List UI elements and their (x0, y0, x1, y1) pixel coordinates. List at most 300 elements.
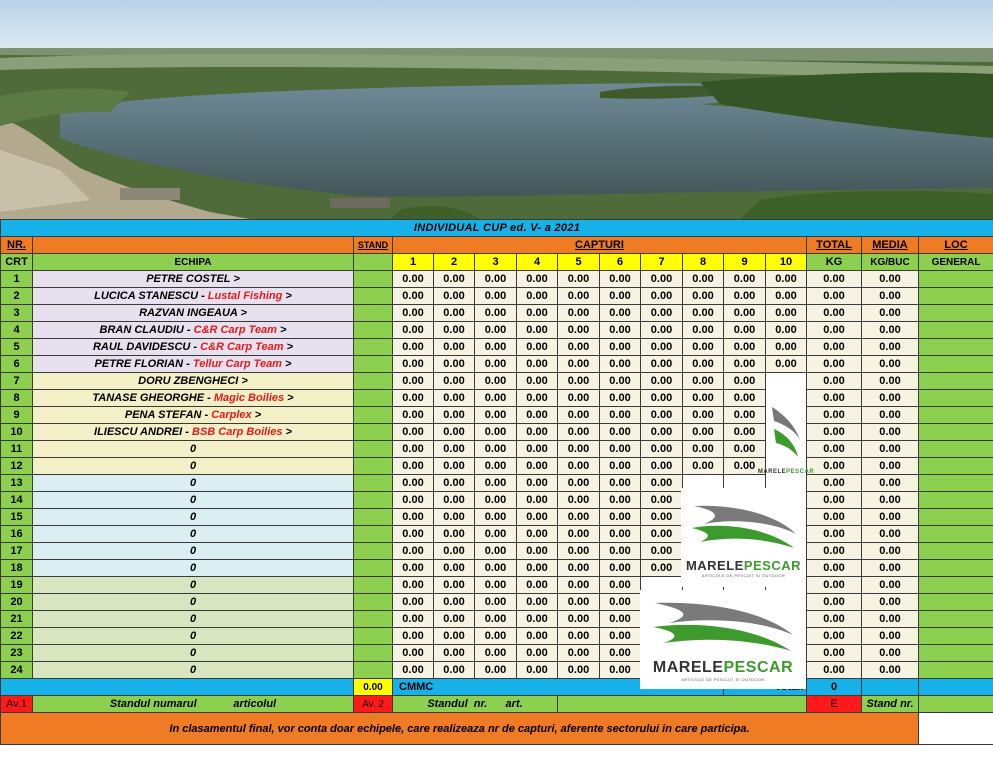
catch-cell[interactable]: 0.00 (475, 662, 517, 679)
loc-cell[interactable] (919, 509, 993, 526)
stand-nr-label: Stand nr. (862, 696, 919, 713)
catch-cell[interactable]: 0.00 (393, 288, 434, 305)
catch-cell[interactable]: 0.00 (683, 390, 724, 407)
catch-cell[interactable]: 0.00 (558, 339, 600, 356)
catch-cell[interactable]: 0.00 (517, 611, 558, 628)
catch-cell[interactable]: 0.00 (434, 271, 475, 288)
stand-cell[interactable] (354, 458, 393, 475)
catch-cell[interactable]: 0.00 (641, 526, 683, 543)
catch-cell[interactable]: 0.00 (475, 424, 517, 441)
participant-label: 0 (189, 647, 197, 659)
catch-cell[interactable]: 0.00 (475, 407, 517, 424)
stand-cell[interactable] (354, 407, 393, 424)
catch-cell[interactable]: 0.00 (683, 322, 724, 339)
catch-cell[interactable]: 0.00 (517, 509, 558, 526)
catch-cell[interactable]: 0.00 (558, 322, 600, 339)
participant-name (33, 458, 354, 475)
catch-cell[interactable]: 0.00 (600, 594, 641, 611)
catch-cell[interactable]: 0.00 (600, 458, 641, 475)
catch-cell[interactable]: 0.00 (393, 645, 434, 662)
summary-media-blank (862, 679, 919, 696)
loc-cell[interactable] (919, 322, 993, 339)
logo-brand-b: PESCAR (723, 659, 794, 676)
catch-cell[interactable]: 0.00 (600, 441, 641, 458)
loc-cell[interactable] (919, 560, 993, 577)
catch-cell[interactable]: 0.00 (475, 373, 517, 390)
catch-cell[interactable]: 0.00 (558, 492, 600, 509)
catch-cell[interactable]: 0.00 (641, 305, 683, 322)
header-catch-2: 2 (434, 254, 475, 271)
catch-cell[interactable]: 0.00 (558, 305, 600, 322)
catch-cell[interactable]: 0.00 (600, 390, 641, 407)
row-number: 13 (1, 475, 33, 492)
catch-cell[interactable]: 0.00 (475, 645, 517, 662)
catch-cell[interactable]: 0.00 (517, 628, 558, 645)
catch-cell[interactable]: 0.00 (434, 526, 475, 543)
catch-cell[interactable]: 0.00 (683, 356, 724, 373)
catch-cell[interactable]: 0.00 (558, 645, 600, 662)
catch-cell[interactable]: 0.00 (434, 373, 475, 390)
catch-cell[interactable]: 0.00 (393, 407, 434, 424)
catch-cell[interactable]: 0.00 (393, 373, 434, 390)
catch-cell[interactable]: 0.00 (766, 305, 807, 322)
catch-cell[interactable]: 0.00 (434, 628, 475, 645)
loc-cell[interactable] (919, 594, 993, 611)
catch-cell[interactable]: 0.00 (641, 373, 683, 390)
loc-cell[interactable] (919, 271, 993, 288)
catch-cell[interactable]: 0.00 (517, 373, 558, 390)
team-label: Lustal Fishing (207, 290, 283, 302)
loc-cell[interactable] (919, 390, 993, 407)
catch-cell[interactable]: 0.00 (434, 305, 475, 322)
catch-cell[interactable]: 0.00 (683, 407, 724, 424)
catch-cell[interactable]: 0.00 (600, 560, 641, 577)
participant-label: 0 (189, 460, 197, 472)
stand-cell[interactable] (354, 356, 393, 373)
catch-cell[interactable]: 0.00 (517, 271, 558, 288)
catch-cell[interactable]: 0.00 (434, 594, 475, 611)
catch-cell[interactable]: 0.00 (475, 628, 517, 645)
catch-cell[interactable]: 0.00 (558, 356, 600, 373)
catch-cell[interactable]: 0.00 (517, 339, 558, 356)
catch-cell[interactable]: 0.00 (393, 475, 434, 492)
catch-cell[interactable]: 0.00 (434, 441, 475, 458)
catch-cell[interactable]: 0.00 (600, 492, 641, 509)
catch-cell[interactable]: 0.00 (600, 339, 641, 356)
catch-cell[interactable]: 0.00 (393, 628, 434, 645)
catch-cell[interactable]: 0.00 (558, 594, 600, 611)
catch-cell[interactable]: 0.00 (393, 390, 434, 407)
catch-cell[interactable]: 0.00 (600, 288, 641, 305)
catch-cell[interactable]: 0.00 (393, 594, 434, 611)
row-number: 7 (1, 373, 33, 390)
media-cell: 0.00 (862, 475, 919, 492)
catch-cell[interactable]: 0.00 (558, 441, 600, 458)
total-kg-cell: 0.00 (807, 441, 862, 458)
catch-cell[interactable]: 0.00 (558, 611, 600, 628)
stand-cell[interactable] (354, 577, 393, 594)
catch-cell[interactable]: 0.00 (475, 577, 517, 594)
media-cell: 0.00 (862, 407, 919, 424)
participant-name (33, 645, 354, 662)
catch-cell[interactable]: 0.00 (434, 288, 475, 305)
loc-cell[interactable] (919, 628, 993, 645)
stand-cell[interactable] (354, 492, 393, 509)
catch-cell[interactable]: 0.00 (434, 662, 475, 679)
catch-cell[interactable]: 0.00 (475, 322, 517, 339)
catch-cell[interactable]: 0.00 (683, 305, 724, 322)
legend-loc-blank (919, 696, 993, 713)
catch-cell[interactable]: 0.00 (766, 322, 807, 339)
catch-cell[interactable]: 0.00 (641, 475, 683, 492)
catch-cell[interactable]: 0.00 (434, 577, 475, 594)
catch-cell[interactable]: 0.00 (641, 322, 683, 339)
catch-cell[interactable]: 0.00 (641, 543, 683, 560)
catch-cell[interactable]: 0.00 (393, 424, 434, 441)
lake-banner-image (0, 0, 993, 219)
loc-cell[interactable] (919, 645, 993, 662)
row-number: 22 (1, 628, 33, 645)
loc-cell[interactable] (919, 424, 993, 441)
catch-cell[interactable]: 0.00 (683, 271, 724, 288)
catch-cell[interactable]: 0.00 (724, 356, 766, 373)
catch-cell[interactable]: 0.00 (393, 611, 434, 628)
catch-cell[interactable]: 0.00 (393, 458, 434, 475)
loc-cell[interactable] (919, 288, 993, 305)
catch-cell[interactable]: 0.00 (558, 407, 600, 424)
catch-cell[interactable]: 0.00 (683, 424, 724, 441)
catch-cell[interactable]: 0.00 (475, 458, 517, 475)
catch-cell[interactable]: 0.00 (517, 288, 558, 305)
total-kg-cell: 0.00 (807, 288, 862, 305)
catch-cell[interactable]: 0.00 (600, 407, 641, 424)
media-cell: 0.00 (862, 390, 919, 407)
catch-cell[interactable]: 0.00 (683, 441, 724, 458)
total-kg-cell: 0.00 (807, 356, 862, 373)
loc-cell[interactable] (919, 577, 993, 594)
catch-cell[interactable]: 0.00 (517, 407, 558, 424)
participant-label: 0 (189, 579, 197, 591)
catch-cell[interactable]: 0.00 (434, 424, 475, 441)
catch-cell[interactable]: 0.00 (683, 458, 724, 475)
table-row (1, 288, 993, 305)
catch-cell[interactable]: 0.00 (600, 305, 641, 322)
media-cell: 0.00 (862, 526, 919, 543)
catch-cell[interactable]: 0.00 (600, 577, 641, 594)
catch-cell[interactable]: 0.00 (475, 356, 517, 373)
catch-cell[interactable]: 0.00 (641, 390, 683, 407)
catch-cell[interactable]: 0.00 (724, 373, 766, 390)
catch-cell[interactable]: 0.00 (641, 492, 683, 509)
catch-cell[interactable]: 0.00 (558, 628, 600, 645)
catch-cell[interactable]: 0.00 (724, 407, 766, 424)
catch-cell[interactable]: 0.00 (558, 458, 600, 475)
loc-cell[interactable] (919, 458, 993, 475)
catch-cell[interactable]: 0.00 (517, 543, 558, 560)
total-kg-cell: 0.00 (807, 390, 862, 407)
loc-cell[interactable] (919, 662, 993, 679)
total-kg-cell: 0.00 (807, 577, 862, 594)
catch-cell[interactable]: 0.00 (517, 322, 558, 339)
catch-cell[interactable]: 0.00 (393, 577, 434, 594)
table-row (1, 543, 993, 560)
stand-cell[interactable] (354, 305, 393, 322)
catch-cell[interactable]: 0.00 (600, 509, 641, 526)
catch-cell[interactable]: 0.00 (475, 560, 517, 577)
loc-cell[interactable] (919, 475, 993, 492)
catch-cell[interactable]: 0.00 (393, 662, 434, 679)
participant-name (33, 628, 354, 645)
catch-cell[interactable]: 0.00 (475, 509, 517, 526)
catch-cell[interactable]: 0.00 (724, 271, 766, 288)
header-echipa: ECHIPA (33, 254, 354, 271)
header-catch-6: 6 (600, 254, 641, 271)
catch-cell[interactable]: 0.00 (475, 475, 517, 492)
catch-cell[interactable]: 0.00 (724, 424, 766, 441)
catch-cell[interactable]: 0.00 (641, 356, 683, 373)
catch-cell[interactable]: 0.00 (475, 271, 517, 288)
stand-cell[interactable] (354, 475, 393, 492)
catch-cell[interactable]: 0.00 (558, 373, 600, 390)
row-arrow: > (254, 409, 262, 421)
fish-logo-icon (684, 498, 804, 558)
catch-cell[interactable]: 0.00 (558, 526, 600, 543)
catch-cell[interactable]: 0.00 (558, 475, 600, 492)
catch-cell[interactable]: 0.00 (558, 560, 600, 577)
loc-cell[interactable] (919, 356, 993, 373)
catch-cell[interactable]: 0.00 (766, 356, 807, 373)
total-kg-cell: 0.00 (807, 271, 862, 288)
catch-cell[interactable]: 0.00 (558, 288, 600, 305)
catch-cell[interactable]: 0.00 (475, 492, 517, 509)
catch-cell[interactable]: 0.00 (517, 390, 558, 407)
catch-cell[interactable]: 0.00 (600, 475, 641, 492)
catch-cell[interactable]: 0.00 (600, 662, 641, 679)
stand-cell[interactable] (354, 339, 393, 356)
catch-cell[interactable]: 0.00 (724, 390, 766, 407)
catch-cell[interactable]: 0.00 (517, 441, 558, 458)
catch-cell[interactable]: 0.00 (641, 407, 683, 424)
catch-cell[interactable]: 0.00 (434, 475, 475, 492)
catch-cell[interactable]: 0.00 (558, 577, 600, 594)
header-media: MEDIA (862, 237, 919, 254)
stand-cell[interactable] (354, 560, 393, 577)
team-label: BSB Carp Boilies (192, 426, 283, 438)
catch-cell[interactable]: 0.00 (517, 594, 558, 611)
catch-cell[interactable]: 0.00 (641, 339, 683, 356)
catch-cell[interactable]: 0.00 (393, 509, 434, 526)
catch-cell[interactable]: 0.00 (641, 509, 683, 526)
catch-cell[interactable]: 0.00 (766, 288, 807, 305)
catch-cell[interactable]: 0.00 (393, 271, 434, 288)
row-number: 20 (1, 594, 33, 611)
total-kg-cell: 0.00 (807, 339, 862, 356)
catch-cell[interactable]: 0.00 (724, 339, 766, 356)
catch-cell[interactable]: 0.00 (434, 390, 475, 407)
catch-cell[interactable]: 0.00 (517, 662, 558, 679)
participant-label: LUCICA STANESCU - (94, 290, 205, 302)
catch-cell[interactable]: 0.00 (475, 441, 517, 458)
catch-cell[interactable]: 0.00 (434, 322, 475, 339)
catch-cell[interactable]: 0.00 (600, 543, 641, 560)
catch-cell[interactable]: 0.00 (641, 424, 683, 441)
catch-cell[interactable]: 0.00 (393, 543, 434, 560)
catch-cell[interactable]: 0.00 (434, 458, 475, 475)
stand-cell[interactable] (354, 526, 393, 543)
catch-cell[interactable]: 0.00 (434, 611, 475, 628)
participant-name (33, 424, 354, 441)
catch-cell[interactable]: 0.00 (475, 526, 517, 543)
participant-label: 0 (189, 630, 197, 642)
catch-cell[interactable]: 0.00 (724, 322, 766, 339)
catch-cell[interactable]: 0.00 (517, 645, 558, 662)
row-number: 9 (1, 407, 33, 424)
catch-cell[interactable]: 0.00 (600, 271, 641, 288)
catch-cell[interactable]: 0.00 (558, 662, 600, 679)
catch-cell[interactable]: 0.00 (558, 390, 600, 407)
catch-cell[interactable]: 0.00 (475, 390, 517, 407)
catch-cell[interactable]: 0.00 (517, 458, 558, 475)
catch-cell[interactable]: 0.00 (475, 543, 517, 560)
summary-loc-blank (919, 679, 993, 696)
catch-cell[interactable]: 0.00 (517, 475, 558, 492)
participant-label: TANASE GHEORGHE - (92, 392, 211, 404)
catch-cell[interactable]: 0.00 (600, 424, 641, 441)
catch-cell[interactable]: 0.00 (475, 594, 517, 611)
loc-cell[interactable] (919, 305, 993, 322)
table-row (1, 407, 993, 424)
catch-cell[interactable]: 0.00 (558, 543, 600, 560)
participant-name (33, 339, 354, 356)
catch-cell[interactable]: 0.00 (393, 560, 434, 577)
catch-cell[interactable]: 0.00 (600, 373, 641, 390)
catch-cell[interactable]: 0.00 (475, 288, 517, 305)
catch-cell[interactable]: 0.00 (517, 577, 558, 594)
catch-cell[interactable]: 0.00 (600, 611, 641, 628)
catch-cell[interactable]: 0.00 (724, 305, 766, 322)
stand-cell[interactable] (354, 390, 393, 407)
stand-cell[interactable] (354, 611, 393, 628)
catch-cell[interactable]: 0.00 (393, 492, 434, 509)
av1-text: Standul numarul articolul (33, 696, 354, 713)
catch-cell[interactable]: 0.00 (475, 305, 517, 322)
loc-cell[interactable] (919, 339, 993, 356)
catch-cell[interactable]: 0.00 (558, 509, 600, 526)
media-cell: 0.00 (862, 492, 919, 509)
stand-cell[interactable] (354, 322, 393, 339)
catch-cell[interactable]: 0.00 (683, 288, 724, 305)
loc-cell[interactable] (919, 543, 993, 560)
catch-cell[interactable]: 0.00 (558, 424, 600, 441)
participant-label: PENA STEFAN - (124, 409, 209, 421)
total-kg-cell: 0.00 (807, 560, 862, 577)
catch-cell[interactable]: 0.00 (517, 356, 558, 373)
catch-cell[interactable]: 0.00 (517, 305, 558, 322)
loc-cell[interactable] (919, 441, 993, 458)
loc-cell[interactable] (919, 407, 993, 424)
row-number: 17 (1, 543, 33, 560)
catch-cell[interactable]: 0.00 (641, 560, 683, 577)
catch-cell[interactable]: 0.00 (558, 271, 600, 288)
catch-cell[interactable]: 0.00 (517, 526, 558, 543)
catch-cell[interactable]: 0.00 (641, 271, 683, 288)
catch-cell[interactable]: 0.00 (393, 305, 434, 322)
participant-label: 0 (189, 528, 197, 540)
stand-cell[interactable] (354, 271, 393, 288)
catch-cell[interactable]: 0.00 (434, 356, 475, 373)
catch-cell[interactable]: 0.00 (766, 339, 807, 356)
stand-cell[interactable] (354, 645, 393, 662)
team-label: Carplex (211, 409, 252, 421)
catch-cell[interactable]: 0.00 (393, 526, 434, 543)
loc-cell[interactable] (919, 373, 993, 390)
catch-cell[interactable]: 0.00 (393, 441, 434, 458)
catch-cell[interactable]: 0.00 (393, 339, 434, 356)
stand-cell[interactable] (354, 662, 393, 679)
catch-cell[interactable]: 0.00 (724, 458, 766, 475)
catch-cell[interactable]: 0.00 (683, 373, 724, 390)
loc-cell[interactable] (919, 611, 993, 628)
catch-cell[interactable]: 0.00 (600, 526, 641, 543)
marele-pescar-logo-small (757, 387, 815, 486)
stand-cell[interactable] (354, 543, 393, 560)
catch-cell[interactable]: 0.00 (724, 288, 766, 305)
catch-cell[interactable]: 0.00 (434, 645, 475, 662)
row-number: 14 (1, 492, 33, 509)
catch-cell[interactable]: 0.00 (641, 458, 683, 475)
catch-cell[interactable]: 0.00 (475, 611, 517, 628)
catch-cell[interactable]: 0.00 (434, 509, 475, 526)
catch-cell[interactable]: 0.00 (434, 543, 475, 560)
catch-cell[interactable]: 0.00 (517, 560, 558, 577)
catch-cell[interactable]: 0.00 (434, 407, 475, 424)
catch-cell[interactable]: 0.00 (600, 322, 641, 339)
catch-cell[interactable]: 0.00 (434, 339, 475, 356)
catch-cell[interactable]: 0.00 (600, 645, 641, 662)
catch-cell[interactable]: 0.00 (517, 424, 558, 441)
catch-cell[interactable]: 0.00 (641, 441, 683, 458)
catch-cell[interactable]: 0.00 (517, 492, 558, 509)
catch-cell[interactable]: 0.00 (393, 356, 434, 373)
loc-cell[interactable] (919, 526, 993, 543)
stand-cell[interactable] (354, 373, 393, 390)
stand-cell[interactable] (354, 594, 393, 611)
catch-cell[interactable]: 0.00 (641, 288, 683, 305)
cmmc-label: CMMC (393, 679, 724, 696)
catch-cell[interactable]: 0.00 (766, 271, 807, 288)
catch-cell[interactable]: 0.00 (724, 441, 766, 458)
stand-cell[interactable] (354, 441, 393, 458)
catch-cell[interactable]: 0.00 (600, 628, 641, 645)
stand-cell[interactable] (354, 424, 393, 441)
participant-name (33, 271, 354, 288)
stand-cell[interactable] (354, 288, 393, 305)
stand-cell[interactable] (354, 628, 393, 645)
media-cell: 0.00 (862, 458, 919, 475)
marele-pescar-logo-large (640, 590, 806, 689)
row-number: 16 (1, 526, 33, 543)
catch-cell[interactable]: 0.00 (600, 356, 641, 373)
participant-name (33, 543, 354, 560)
header-catch-3: 3 (475, 254, 517, 271)
catch-cell[interactable]: 0.00 (475, 339, 517, 356)
catch-cell[interactable]: 0.00 (434, 560, 475, 577)
catch-cell[interactable]: 0.00 (393, 322, 434, 339)
loc-cell[interactable] (919, 492, 993, 509)
catch-cell[interactable]: 0.00 (683, 339, 724, 356)
catch-cell[interactable]: 0.00 (434, 492, 475, 509)
stand-cell[interactable] (354, 509, 393, 526)
